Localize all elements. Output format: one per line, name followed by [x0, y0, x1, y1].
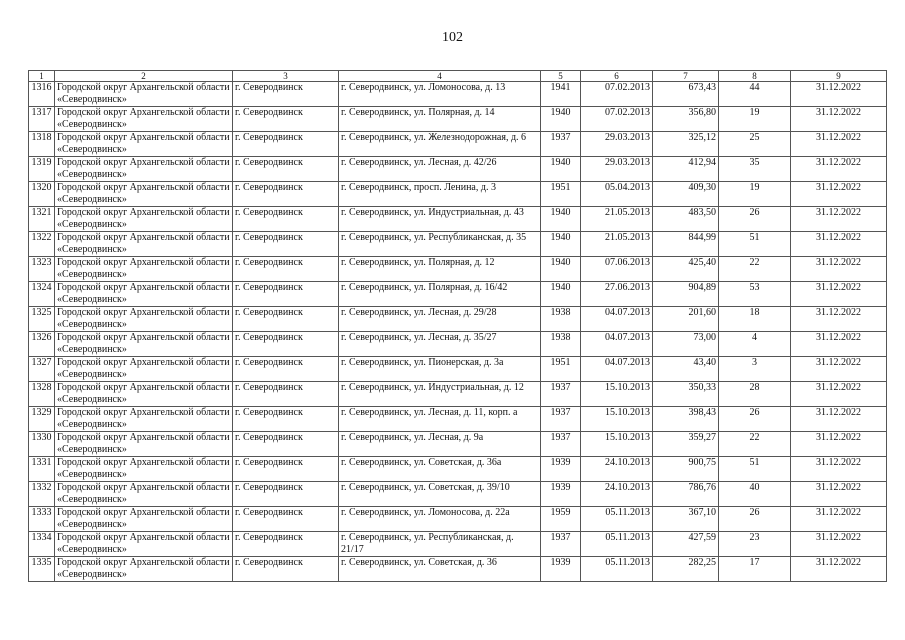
- date-cell: 15.10.2013: [581, 432, 653, 457]
- area-cell: 282,25: [653, 557, 719, 582]
- area-cell: 409,30: [653, 182, 719, 207]
- column-header: 1: [29, 71, 55, 82]
- housing-register-table: [28, 70, 887, 582]
- deadline-cell: 31.12.2022: [791, 382, 887, 407]
- table-row: [29, 432, 887, 457]
- residents-cell: 25: [719, 132, 791, 157]
- address-cell: г. Северодвинск, ул. Лесная, д. 9а: [339, 432, 541, 457]
- column-number-row: [29, 71, 887, 82]
- residents-cell: 22: [719, 257, 791, 282]
- settlement-cell: г. Северодвинск: [233, 132, 339, 157]
- deadline-cell: 31.12.2022: [791, 157, 887, 182]
- settlement-cell: г. Северодвинск: [233, 432, 339, 457]
- owner-cell: Городской округ Архангельской области «Северодвинск»: [55, 132, 233, 157]
- address-cell: г. Северодвинск, ул. Индустриальная, д. 43: [339, 207, 541, 232]
- area-cell: 900,75: [653, 457, 719, 482]
- residents-cell: 53: [719, 282, 791, 307]
- build-year-cell: 1941: [541, 82, 581, 107]
- date-cell: 21.05.2013: [581, 232, 653, 257]
- row-number-cell: 1324: [29, 282, 55, 307]
- table-row: [29, 132, 887, 157]
- area-cell: 786,76: [653, 482, 719, 507]
- build-year-cell: 1939: [541, 457, 581, 482]
- date-cell: 15.10.2013: [581, 382, 653, 407]
- settlement-cell: г. Северодвинск: [233, 307, 339, 332]
- area-cell: 43,40: [653, 357, 719, 382]
- date-cell: 29.03.2013: [581, 157, 653, 182]
- table-row: [29, 357, 887, 382]
- deadline-cell: 31.12.2022: [791, 357, 887, 382]
- date-cell: 21.05.2013: [581, 207, 653, 232]
- owner-cell: Городской округ Архангельской области «Северодвинск»: [55, 82, 233, 107]
- settlement-cell: г. Северодвинск: [233, 207, 339, 232]
- table-row: [29, 307, 887, 332]
- address-cell: г. Северодвинск, ул. Республиканская, д. 35: [339, 232, 541, 257]
- area-cell: 412,94: [653, 157, 719, 182]
- build-year-cell: 1938: [541, 307, 581, 332]
- residents-cell: 26: [719, 507, 791, 532]
- area-cell: 350,33: [653, 382, 719, 407]
- build-year-cell: 1937: [541, 532, 581, 557]
- column-header: 9: [791, 71, 887, 82]
- residents-cell: 40: [719, 482, 791, 507]
- build-year-cell: 1940: [541, 107, 581, 132]
- date-cell: 24.10.2013: [581, 457, 653, 482]
- table-row: [29, 232, 887, 257]
- row-number-cell: 1316: [29, 82, 55, 107]
- address-cell: г. Северодвинск, ул. Полярная, д. 14: [339, 107, 541, 132]
- build-year-cell: 1940: [541, 232, 581, 257]
- residents-cell: 26: [719, 207, 791, 232]
- date-cell: 07.06.2013: [581, 257, 653, 282]
- build-year-cell: 1940: [541, 282, 581, 307]
- area-cell: 844,99: [653, 232, 719, 257]
- owner-cell: Городской округ Архангельской области «Северодвинск»: [55, 157, 233, 182]
- build-year-cell: 1937: [541, 407, 581, 432]
- settlement-cell: г. Северодвинск: [233, 157, 339, 182]
- table-row: [29, 282, 887, 307]
- build-year-cell: 1951: [541, 357, 581, 382]
- address-cell: г. Северодвинск, просп. Ленина, д. 3: [339, 182, 541, 207]
- date-cell: 07.02.2013: [581, 82, 653, 107]
- table-row: [29, 82, 887, 107]
- date-cell: 27.06.2013: [581, 282, 653, 307]
- address-cell: г. Северодвинск, ул. Советская, д. 36а: [339, 457, 541, 482]
- area-cell: 356,80: [653, 107, 719, 132]
- build-year-cell: 1951: [541, 182, 581, 207]
- area-cell: 359,27: [653, 432, 719, 457]
- owner-cell: Городской округ Архангельской области «Северодвинск»: [55, 407, 233, 432]
- address-cell: г. Северодвинск, ул. Железнодорожная, д. 6: [339, 132, 541, 157]
- settlement-cell: г. Северодвинск: [233, 557, 339, 582]
- table-row: [29, 107, 887, 132]
- residents-cell: 51: [719, 232, 791, 257]
- deadline-cell: 31.12.2022: [791, 307, 887, 332]
- area-cell: 673,43: [653, 82, 719, 107]
- address-cell: г. Северодвинск, ул. Лесная, д. 35/27: [339, 332, 541, 357]
- row-number-cell: 1330: [29, 432, 55, 457]
- address-cell: г. Северодвинск, ул. Лесная, д. 29/28: [339, 307, 541, 332]
- residents-cell: 17: [719, 557, 791, 582]
- table-row: [29, 382, 887, 407]
- area-cell: 201,60: [653, 307, 719, 332]
- area-cell: 904,89: [653, 282, 719, 307]
- address-cell: г. Северодвинск, ул. Ломоносова, д. 13: [339, 82, 541, 107]
- address-cell: г. Северодвинск, ул. Советская, д. 36: [339, 557, 541, 582]
- build-year-cell: 1940: [541, 207, 581, 232]
- row-number-cell: 1331: [29, 457, 55, 482]
- owner-cell: Городской округ Архангельской области «Северодвинск»: [55, 207, 233, 232]
- build-year-cell: 1939: [541, 482, 581, 507]
- residents-cell: 44: [719, 82, 791, 107]
- date-cell: 05.11.2013: [581, 532, 653, 557]
- row-number-cell: 1329: [29, 407, 55, 432]
- table-row: [29, 507, 887, 532]
- owner-cell: Городской округ Архангельской области «Северодвинск»: [55, 507, 233, 532]
- table-row: [29, 557, 887, 582]
- table-row: [29, 532, 887, 557]
- row-number-cell: 1323: [29, 257, 55, 282]
- row-number-cell: 1319: [29, 157, 55, 182]
- settlement-cell: г. Северодвинск: [233, 257, 339, 282]
- deadline-cell: 31.12.2022: [791, 232, 887, 257]
- owner-cell: Городской округ Архангельской области «Северодвинск»: [55, 382, 233, 407]
- area-cell: 367,10: [653, 507, 719, 532]
- date-cell: 29.03.2013: [581, 132, 653, 157]
- address-cell: г. Северодвинск, ул. Республиканская, д. 21/17: [339, 532, 541, 557]
- row-number-cell: 1318: [29, 132, 55, 157]
- deadline-cell: 31.12.2022: [791, 407, 887, 432]
- settlement-cell: г. Северодвинск: [233, 107, 339, 132]
- deadline-cell: 31.12.2022: [791, 82, 887, 107]
- address-cell: г. Северодвинск, ул. Лесная, д. 11, корп. а: [339, 407, 541, 432]
- settlement-cell: г. Северодвинск: [233, 507, 339, 532]
- deadline-cell: 31.12.2022: [791, 107, 887, 132]
- address-cell: г. Северодвинск, ул. Лесная, д. 42/26: [339, 157, 541, 182]
- residents-cell: 23: [719, 532, 791, 557]
- column-header: 3: [233, 71, 339, 82]
- build-year-cell: 1959: [541, 507, 581, 532]
- settlement-cell: г. Северодвинск: [233, 232, 339, 257]
- row-number-cell: 1332: [29, 482, 55, 507]
- row-number-cell: 1321: [29, 207, 55, 232]
- table-row: [29, 457, 887, 482]
- date-cell: 24.10.2013: [581, 482, 653, 507]
- table-row: [29, 157, 887, 182]
- deadline-cell: 31.12.2022: [791, 332, 887, 357]
- date-cell: 05.11.2013: [581, 557, 653, 582]
- deadline-cell: 31.12.2022: [791, 282, 887, 307]
- area-cell: 483,50: [653, 207, 719, 232]
- address-cell: г. Северодвинск, ул. Пионерская, д. 3а: [339, 357, 541, 382]
- row-number-cell: 1320: [29, 182, 55, 207]
- row-number-cell: 1326: [29, 332, 55, 357]
- area-cell: 427,59: [653, 532, 719, 557]
- row-number-cell: 1325: [29, 307, 55, 332]
- area-cell: 73,00: [653, 332, 719, 357]
- row-number-cell: 1335: [29, 557, 55, 582]
- settlement-cell: г. Северодвинск: [233, 482, 339, 507]
- row-number-cell: 1327: [29, 357, 55, 382]
- table-row: [29, 182, 887, 207]
- date-cell: 05.11.2013: [581, 507, 653, 532]
- column-header: 4: [339, 71, 541, 82]
- settlement-cell: г. Северодвинск: [233, 407, 339, 432]
- table-row: [29, 257, 887, 282]
- settlement-cell: г. Северодвинск: [233, 82, 339, 107]
- residents-cell: 3: [719, 357, 791, 382]
- area-cell: 425,40: [653, 257, 719, 282]
- column-header: 5: [541, 71, 581, 82]
- settlement-cell: г. Северодвинск: [233, 182, 339, 207]
- row-number-cell: 1333: [29, 507, 55, 532]
- deadline-cell: 31.12.2022: [791, 457, 887, 482]
- settlement-cell: г. Северодвинск: [233, 282, 339, 307]
- residents-cell: 19: [719, 107, 791, 132]
- date-cell: 04.07.2013: [581, 357, 653, 382]
- owner-cell: Городской округ Архангельской области «Северодвинск»: [55, 282, 233, 307]
- area-cell: 325,12: [653, 132, 719, 157]
- area-cell: 398,43: [653, 407, 719, 432]
- owner-cell: Городской округ Архангельской области «Северодвинск»: [55, 257, 233, 282]
- settlement-cell: г. Северодвинск: [233, 332, 339, 357]
- deadline-cell: 31.12.2022: [791, 132, 887, 157]
- table-row: [29, 407, 887, 432]
- address-cell: г. Северодвинск, ул. Ломоносова, д. 22а: [339, 507, 541, 532]
- owner-cell: Городской округ Архангельской области «Северодвинск»: [55, 107, 233, 132]
- residents-cell: 28: [719, 382, 791, 407]
- date-cell: 04.07.2013: [581, 307, 653, 332]
- owner-cell: Городской округ Архангельской области «Северодвинск»: [55, 332, 233, 357]
- register-body: [29, 82, 887, 582]
- settlement-cell: г. Северодвинск: [233, 382, 339, 407]
- owner-cell: Городской округ Архангельской области «Северодвинск»: [55, 182, 233, 207]
- deadline-cell: 31.12.2022: [791, 557, 887, 582]
- build-year-cell: 1937: [541, 132, 581, 157]
- date-cell: 04.07.2013: [581, 332, 653, 357]
- owner-cell: Городской округ Архангельской области «Северодвинск»: [55, 357, 233, 382]
- deadline-cell: 31.12.2022: [791, 207, 887, 232]
- date-cell: 07.02.2013: [581, 107, 653, 132]
- table-row: [29, 482, 887, 507]
- residents-cell: 22: [719, 432, 791, 457]
- owner-cell: Городской округ Архангельской области «Северодвинск»: [55, 557, 233, 582]
- date-cell: 15.10.2013: [581, 407, 653, 432]
- page-number: 102: [442, 30, 463, 45]
- build-year-cell: 1937: [541, 382, 581, 407]
- build-year-cell: 1938: [541, 332, 581, 357]
- build-year-cell: 1940: [541, 157, 581, 182]
- deadline-cell: 31.12.2022: [791, 257, 887, 282]
- residents-cell: 18: [719, 307, 791, 332]
- deadline-cell: 31.12.2022: [791, 532, 887, 557]
- residents-cell: 26: [719, 407, 791, 432]
- table-row: [29, 332, 887, 357]
- settlement-cell: г. Северодвинск: [233, 532, 339, 557]
- column-header: 2: [55, 71, 233, 82]
- owner-cell: Городской округ Архангельской области «Северодвинск»: [55, 432, 233, 457]
- address-cell: г. Северодвинск, ул. Индустриальная, д. 12: [339, 382, 541, 407]
- residents-cell: 35: [719, 157, 791, 182]
- owner-cell: Городской округ Архангельской области «Северодвинск»: [55, 457, 233, 482]
- deadline-cell: 31.12.2022: [791, 482, 887, 507]
- residents-cell: 19: [719, 182, 791, 207]
- address-cell: г. Северодвинск, ул. Полярная, д. 16/42: [339, 282, 541, 307]
- table-row: [29, 207, 887, 232]
- residents-cell: 4: [719, 332, 791, 357]
- row-number-cell: 1317: [29, 107, 55, 132]
- row-number-cell: 1328: [29, 382, 55, 407]
- address-cell: г. Северодвинск, ул. Полярная, д. 12: [339, 257, 541, 282]
- deadline-cell: 31.12.2022: [791, 182, 887, 207]
- owner-cell: Городской округ Архангельской области «Северодвинск»: [55, 232, 233, 257]
- settlement-cell: г. Северодвинск: [233, 357, 339, 382]
- row-number-cell: 1322: [29, 232, 55, 257]
- column-header: 8: [719, 71, 791, 82]
- owner-cell: Городской округ Архангельской области «Северодвинск»: [55, 307, 233, 332]
- build-year-cell: 1940: [541, 257, 581, 282]
- deadline-cell: 31.12.2022: [791, 432, 887, 457]
- address-cell: г. Северодвинск, ул. Советская, д. 39/10: [339, 482, 541, 507]
- column-header: 6: [581, 71, 653, 82]
- settlement-cell: г. Северодвинск: [233, 457, 339, 482]
- date-cell: 05.04.2013: [581, 182, 653, 207]
- build-year-cell: 1937: [541, 432, 581, 457]
- owner-cell: Городской округ Архангельской области «Северодвинск»: [55, 532, 233, 557]
- residents-cell: 51: [719, 457, 791, 482]
- deadline-cell: 31.12.2022: [791, 507, 887, 532]
- column-header: 7: [653, 71, 719, 82]
- owner-cell: Городской округ Архангельской области «Северодвинск»: [55, 482, 233, 507]
- build-year-cell: 1939: [541, 557, 581, 582]
- row-number-cell: 1334: [29, 532, 55, 557]
